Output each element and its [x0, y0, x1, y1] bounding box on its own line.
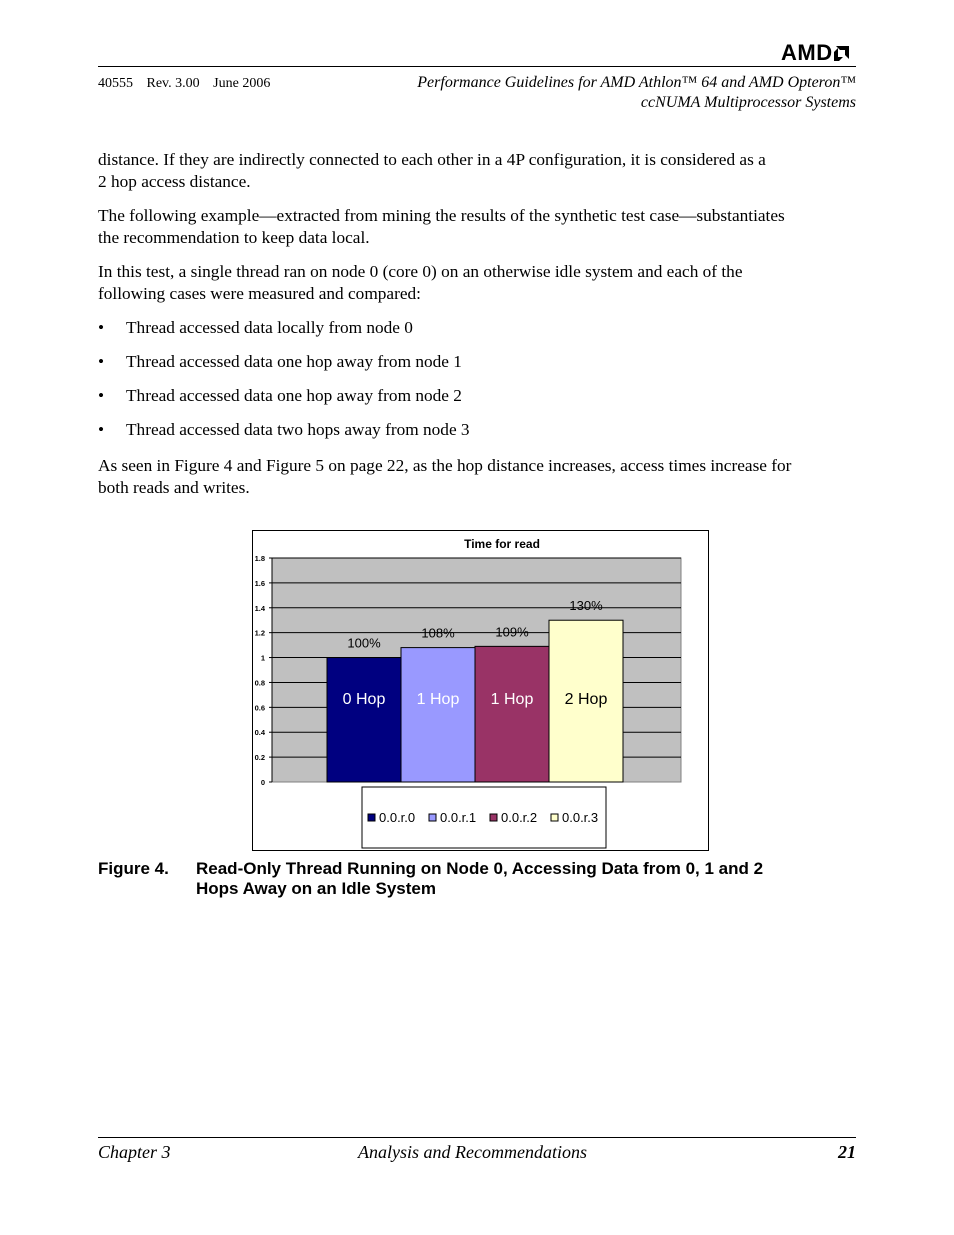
paragraph-4	[98, 455, 858, 499]
figure-caption	[98, 859, 763, 899]
doc-info	[98, 76, 280, 92]
doc-title	[417, 73, 856, 113]
doc-date: June 2006	[213, 76, 271, 91]
y-tick-label: 0	[260, 778, 265, 787]
list-item-text: Thread accessed data one hop away from node 2	[126, 386, 462, 405]
y-tick-label: 0.2	[254, 753, 265, 763]
chart-frame	[252, 530, 709, 851]
header-rule	[98, 66, 856, 67]
paragraph-3	[98, 261, 858, 305]
bar	[475, 646, 549, 782]
bar	[401, 648, 475, 782]
bar-label: 2 Hop	[564, 691, 608, 708]
y-tick-label: 1.2	[254, 628, 265, 638]
y-tick-label: 0.4	[254, 728, 265, 738]
doc-revision: Rev. 3.00	[146, 76, 200, 91]
footer-chapter: Chapter 3	[98, 1142, 171, 1162]
amd-logo	[781, 40, 849, 66]
paragraph-1	[98, 149, 858, 193]
figure-number: Figure 4.	[98, 859, 169, 878]
list-item-text: Thread accessed data two hops away from node 3	[126, 420, 470, 439]
y-tick-label: 1.4	[254, 603, 265, 613]
paragraph-line: distance. If they are indirectly connected to each other in a 4P configuration, it is considered as a	[98, 150, 766, 169]
list-item-text: Thread accessed data one hop away from node 1	[126, 352, 462, 371]
footer-section: Analysis and Recommendations	[358, 1142, 587, 1162]
y-tick-label: 1	[260, 653, 265, 663]
logo-text: AMD	[781, 40, 833, 65]
page-number: 21	[838, 1142, 856, 1162]
caption-line2: Hops Away on an Idle System	[196, 879, 436, 898]
paragraph-2	[98, 205, 858, 249]
caption-line1: Read-Only Thread Running on Node 0, Accessing Data from 0, 1 and 2	[196, 859, 764, 878]
doc-title-line2: ccNUMA Multiprocessor Systems	[640, 94, 856, 111]
legend-label: 0.0.r.3	[562, 810, 599, 825]
paragraph-line: The following example—extracted from mining the results of the synthetic test case—substantiates	[98, 206, 785, 225]
list-item: • Thread accessed data one hop away from node 1	[98, 352, 462, 371]
y-tick-label: 1.8	[254, 554, 265, 563]
legend-label: 0.0.r.1	[440, 810, 477, 825]
doc-number: 40555	[98, 76, 133, 91]
y-tick-label: 0.8	[254, 678, 265, 688]
doc-title-line1: Performance Guidelines for AMD Athlon™ 64 and AMD Opteron™	[417, 74, 856, 91]
paragraph-line: 2 hop access distance.	[98, 172, 251, 191]
list-item: • Thread accessed data locally from node 0	[98, 318, 413, 337]
data-label: 130%	[569, 598, 603, 614]
amd-arrow-icon	[834, 46, 849, 61]
list-item: • Thread accessed data two hops away from node 3	[98, 420, 470, 439]
data-label: 100%	[347, 635, 381, 651]
bar-chart	[253, 531, 710, 852]
list-item: • Thread accessed data one hop away from node 2	[98, 386, 462, 405]
bar-label: 1 Hop	[490, 691, 534, 708]
legend-swatch	[551, 814, 558, 821]
bar-label: 0 Hop	[342, 691, 386, 708]
legend-swatch	[429, 814, 436, 821]
paragraph-line: both reads and writes.	[98, 478, 250, 497]
paragraph-line: As seen in Figure 4 and Figure 5 on page 22, as the hop distance increases, access times increase for	[98, 456, 792, 475]
chart-title: Time for read	[464, 537, 540, 551]
paragraph-line: following cases were measured and compared:	[98, 284, 421, 303]
data-label: 109%	[495, 624, 529, 640]
legend-swatch	[490, 814, 497, 821]
paragraph-line: In this test, a single thread ran on node 0 (core 0) on an otherwise idle system and each of the	[98, 262, 743, 281]
y-tick-label: 1.6	[254, 578, 265, 588]
data-label: 108%	[421, 625, 455, 641]
bar	[327, 658, 401, 782]
list-item-text: Thread accessed data locally from node 0	[126, 318, 413, 337]
footer-rule	[98, 1137, 856, 1138]
legend-label: 0.0.r.2	[501, 810, 538, 825]
paragraph-line: the recommendation to keep data local.	[98, 228, 370, 247]
bar-label: 1 Hop	[416, 691, 460, 708]
legend-label: 0.0.r.0	[379, 810, 416, 825]
legend-swatch	[368, 814, 375, 821]
y-tick-label: 0.6	[254, 703, 265, 713]
